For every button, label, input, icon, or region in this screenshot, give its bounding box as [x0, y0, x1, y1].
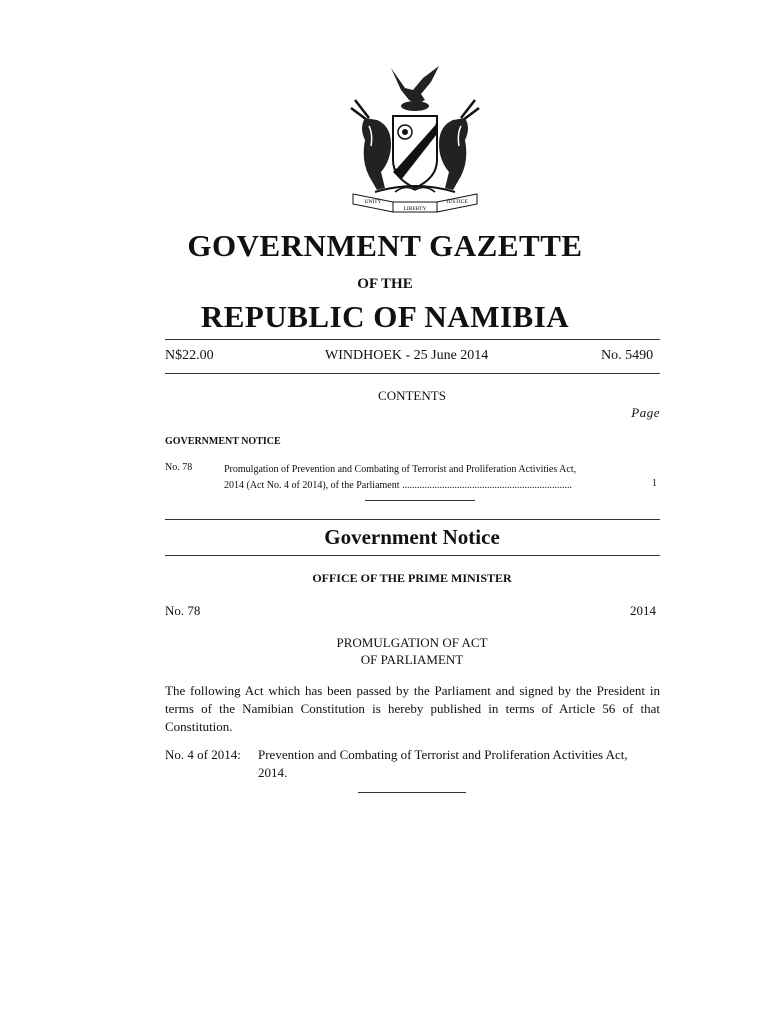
promulgation-line-2: OF PARLIAMENT — [360, 652, 464, 667]
notice-top-rule — [165, 519, 660, 520]
gazette-republic: REPUBLIC OF NAMIBIA — [200, 299, 570, 334]
act-title: Prevention and Combating of Terrorist and Proliferation Activities Act, 2014. — [258, 747, 628, 780]
promulgation-line-1: PROMULGATION OF ACT — [336, 635, 488, 650]
coat-of-arms-emblem — [335, 60, 495, 220]
issue-number: No. 5490 — [601, 348, 654, 363]
toc-item-line-2: 2014 (Act No. 4 of 2014), of the Parliament .................................................................... — [224, 480, 573, 491]
notice-heading: Government Notice — [324, 525, 500, 549]
notice-number: No. 78 — [165, 603, 201, 618]
office-heading: OFFICE OF THE PRIME MINISTER — [312, 571, 512, 585]
notice-bottom-rule — [165, 555, 660, 556]
motto-justice: JUSTICE — [446, 199, 468, 205]
gazette-title: GOVERNMENT GAZETTE — [187, 228, 583, 263]
motto-unity: UNITY — [364, 199, 382, 205]
act-number: No. 4 of 2014: — [165, 747, 241, 762]
promulgation-heading — [0, 634, 770, 668]
motto-liberty: LIBERTY — [403, 206, 427, 212]
toc-item-page: 1 — [652, 478, 657, 489]
toc-item-line-1: Promulgation of Prevention and Combating of Terrorist and Proliferation Activities Act, — [224, 464, 577, 475]
toc-item-title — [224, 462, 639, 494]
notice-body-paragraph: The following Act which has been passed by the Parliament and signed by the President in terms of the Namibian Constitution is hereby published in terms of Article 56 of that Constitution. — [165, 683, 660, 734]
place-date-label: WINDHOEK - 25 June 2014 — [325, 348, 489, 363]
header-bottom-rule — [165, 373, 660, 374]
contents-end-rule — [365, 500, 475, 501]
gazette-of-the: OF THE — [357, 276, 413, 292]
header-top-rule — [165, 339, 660, 340]
contents-heading: CONTENTS — [378, 388, 446, 403]
price-label: N$22.00 — [165, 348, 214, 363]
toc-item-number: No. 78 — [165, 462, 193, 473]
page-column-label: Page — [631, 405, 660, 420]
contents-section-heading: GOVERNMENT NOTICE — [165, 436, 281, 447]
notice-year: 2014 — [630, 603, 656, 618]
notice-end-rule — [358, 792, 466, 793]
